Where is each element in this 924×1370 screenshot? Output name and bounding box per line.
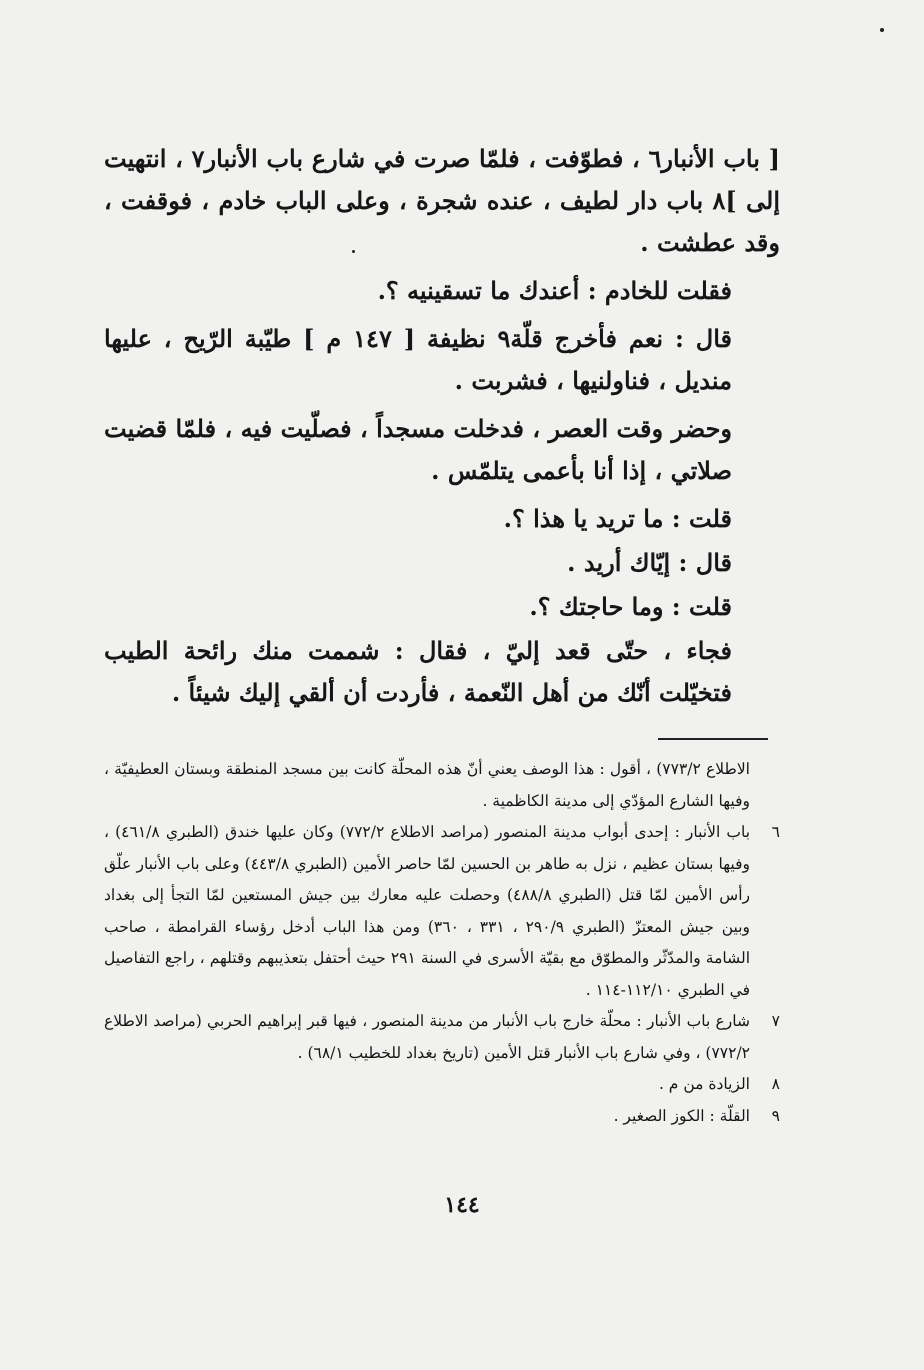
page-number: ١٤٤ xyxy=(444,1192,480,1218)
paragraph-6: قال : إيّاك أريد . xyxy=(567,548,732,577)
paragraph-1: [ باب الأنبار٦ ، فطوّفت ، فلمّا صرت في شارع باب الأنبار٧ ، انتهيت إلى ]٨ باب دار لطيف ، عنده شجرة ، وعلى الباب خادم ، فوقفت ، وقد عطشت . xyxy=(104,144,781,257)
footnote-9-number: ٩ xyxy=(771,1106,780,1125)
paragraph-5: قلت : ما تريد يا هذا ؟. xyxy=(503,504,732,533)
footnote-9-text: القلّة : الكوز الصغير . xyxy=(613,1106,750,1125)
footnote-7-text: شارع باب الأنبار : محلّة خارج باب الأنبار من مدينة المنصور ، فيها قبر إبراهيم الحربي (مراصد الاطلاع ٧٧٢/٢) ، وفي شارع باب الأنبار قتل الأمين (تاريخ بغداد للخطيب ٦٨/١) . xyxy=(104,1012,750,1062)
paragraph-7: قلت : وما حاجتك ؟. xyxy=(529,592,732,621)
footnote-continuation-text: الاطلاع ٧٧٣/٢) ، أقول : هذا الوصف يعني أنّ هذه المحلّة كانت بين مسجد المنطقة وبستان العطيفيّة ، وفيها الشارع المؤدّي إلى مدينة الكاظمية . xyxy=(104,760,750,810)
footnote-continuation xyxy=(104,754,780,817)
footnote-8-text: الزيادة من م . xyxy=(658,1075,750,1093)
footnote-divider xyxy=(658,738,768,740)
footnote-6 xyxy=(104,817,780,1006)
footnote-7-number: ٧ xyxy=(771,1012,780,1030)
footnotes xyxy=(104,754,780,1132)
footnote-8 xyxy=(104,1069,780,1101)
paragraph-8: فجاء ، حتّى قعد إليّ ، فقال : شممت منك رائحة الطيب فتخيّلت أنّك من أهل النّعمة ، فأردت أن ألقي إليك شيئاً . xyxy=(104,636,732,707)
paragraph-2: فقلت للخادم : أعندك ما تسقينيه ؟. xyxy=(377,276,732,305)
footnote-6-number: ٦ xyxy=(771,823,780,841)
footnote-9 xyxy=(104,1101,780,1133)
paragraph-4: وحضر وقت العصر ، فدخلت مسجداً ، فصلّيت فيه ، فلمّا قضيت صلاتي ، إذا أنا بأعمى يتلمّس . xyxy=(104,414,732,485)
scan-speck xyxy=(880,28,884,32)
paragraph-3: قال : نعم فأخرج قلّة٩ نظيفة [ ١٤٧ م ] طيّبة الرّيح ، عليها منديل ، فناولنيها ، فشربت . xyxy=(104,324,733,395)
footnote-6-text: باب الأنبار : إحدى أبواب مدينة المنصور (مراصد الاطلاع ٧٧٢/٢) وكان عليها خندق (الطبري ٤٦١/٨) ، وفيها بستان عظيم ، نزل به طاهر بن الحسين لمّا حاصر الأمين (الطبري ٤٤٣/٨) وعلى باب الأنبار علّق رأس الأمين لمّا قتل (الطبري ٤٨٨/٨) وحصلت عليه معارك بين جيش المستعين لمّا التجأ إلى بغداد وبين جيش المعتزّ (الطبري ٢٩٠/٩ ، ٣٣١ ، ٣٦٠) ومن هذا الباب أدخل رؤساء القرامطة ، صاحب الشامة والمدّثّر والمطوّق مع بقيّة الأسرى في السنة ٢٩١ حيث أحتفل بتعذيبهم وقتلهم ، راجع التفاصيل في الطبري ١١٢/١٠-١١٤ . xyxy=(104,823,751,999)
main-text xyxy=(104,138,780,720)
footnote-7 xyxy=(104,1006,780,1069)
footnote-8-number: ٨ xyxy=(771,1075,780,1093)
